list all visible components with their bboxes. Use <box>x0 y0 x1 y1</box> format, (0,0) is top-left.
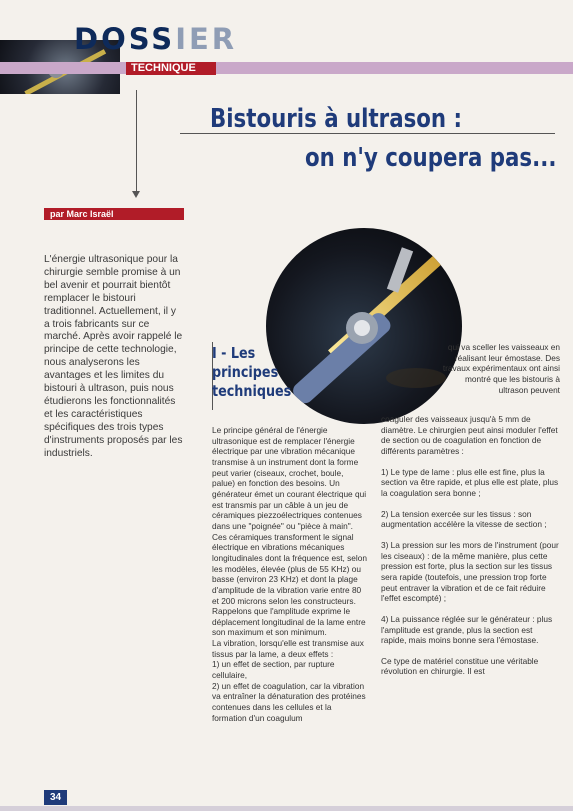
paragraph: 3) La pression sur les mors de l'instrument (pour les ciseaux) : de la même manière, plus cette pression est forte, plus la section sur les tissus sera rapide (toutefois, une pression trop forte peut entraver la vibration et de ce fait réduire l'effet escompté) ; <box>381 539 559 604</box>
footer-band <box>0 806 573 811</box>
byline: par Marc Israël <box>44 208 184 220</box>
paragraph: 1) Le type de lame : plus elle est fine, plus la section va être rapide, et plus elle est plate, plus la coagulation sera bonne ; <box>381 466 559 498</box>
title-arrow <box>132 191 140 198</box>
paragraph: Ce type de matériel constitue une véritable révolution en chirurgie. Il est <box>381 655 539 677</box>
column-a <box>212 425 368 723</box>
subsection-label: TECHNIQUE <box>126 62 216 75</box>
wrap-paragraph: qui va sceller les vaisseaux en réalisant leur émostase. Des travaux expérimentaux ont ainsi montré que les bistouris à ultrason peuvent <box>442 342 560 395</box>
paragraph: 2) La tension exercée sur les tissus : son augmentation accélère la vitesse de section ; <box>381 508 547 530</box>
title-rule-vertical <box>136 90 137 195</box>
article-title-line2: on n'y coupera pas... <box>305 143 557 173</box>
article-title-line1: Bistouris à ultrason : <box>210 104 463 134</box>
page-number: 34 <box>44 790 67 805</box>
paragraph: 1) un effet de section, par rupture cellulaire, <box>212 659 335 681</box>
paragraph: 4) La puissance réglée sur le générateur : plus l'amplitude est grande, plus la section est rapide, mais moins bonne sera l'émostase. <box>381 613 553 646</box>
paragraph: coaguler des vaisseaux jusqu'à 5 mm de diamètre. Le chirurgien peut ainsi moduler l'effet de section ou de coagulation en fonction de différents paramètres : <box>381 414 558 456</box>
section-title: I - Les principes techniques <box>212 344 292 400</box>
column-b <box>381 414 559 687</box>
section-heading: DOSSIER <box>74 22 238 56</box>
paragraph: 2) un effet de coagulation, car la vibration va entraîner la dénaturation des protéines contenues dans les cellules et la formation d'un coagulum <box>212 680 366 723</box>
ultrasonic-scalpel-photo <box>266 228 462 424</box>
chapo: L'énergie ultrasonique pour la chirurgie semble promise à un bel avenir et pourrait bientôt remplacer le bistouri traditionnel. Actuellement, il y a trois fabricants sur ce marché. Après avoir rappelé le principe de cette technologie, nous analyserons les avantages et les limites du bistouri à ultrason, puis nous étudierons les fonctionnalités et les caractéristiques spécifiques des trois types d'instruments proposés par les industriels. <box>44 254 183 459</box>
header-band <box>0 62 573 74</box>
paragraph: Le principe général de l'énergie ultrasonique est de remplacer l'énergie électrique par une vibration mécanique transmise à un instrument dont la forme peut varier (ciseaux, crochet, boule, palue) en fonction des besoins. Un générateur émet un courant électrique qui est transmis par un câble à un jeu de céramiques piezzoélectriques contenues dans une "poignée" ou "pièce à main". Ces céramiques transforment le signal électrique en vibrations mécaniques longitudinales dont la fréquence est, selon les modèles, élevée (plus de 55 KHz) ou basse (environ 23 KHz) et dont la plage d'amplitude de la vibration varie entre 80 et 200 microns selon les constructeurs. Rappelons que l'amplitude exprime le déplacement longitudinal de la lame entre son maximum et son minimum. <box>212 425 367 638</box>
paragraph: La vibration, lorsqu'elle est transmise aux tissus par la lame, a deux effets : <box>212 638 364 659</box>
